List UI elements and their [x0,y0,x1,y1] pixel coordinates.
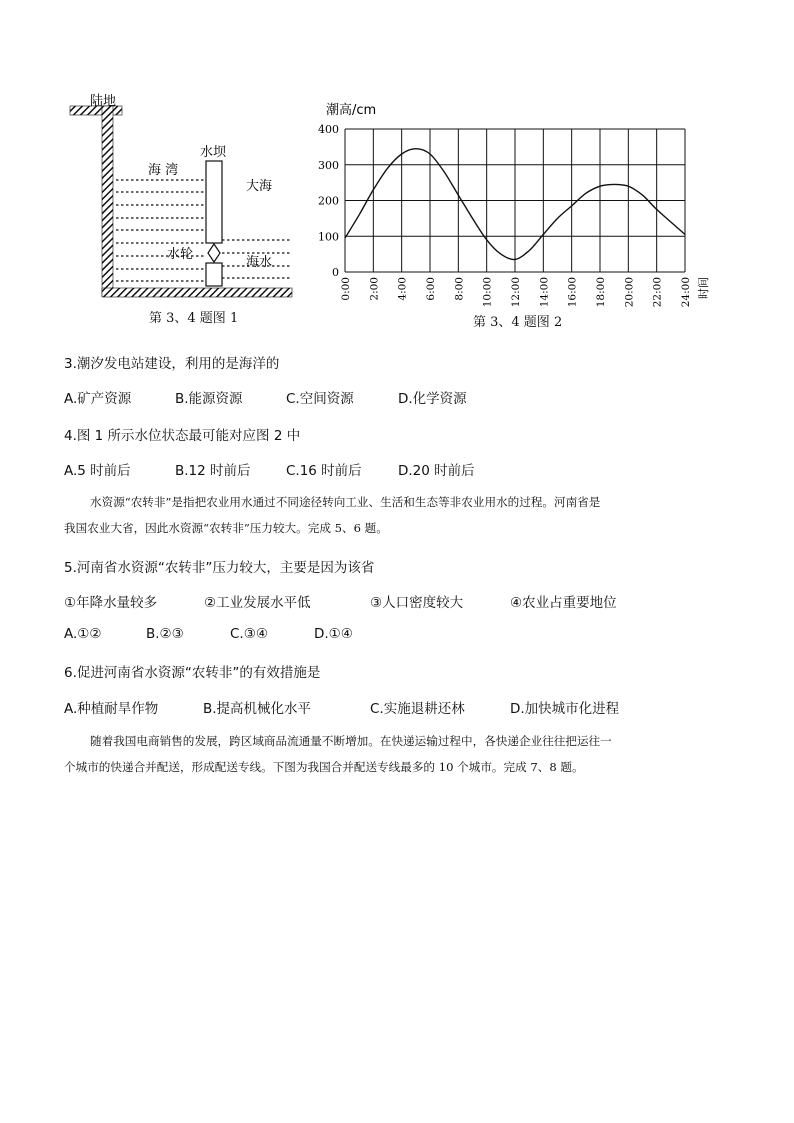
q3-option-d: D.化学资源 [398,391,467,407]
x-axis-label: 时间 [697,277,710,299]
q5-option-b: B.②③ [146,626,184,642]
sea-floor [102,288,292,297]
figure-1-caption: 第 3、4 题图 1 [149,311,239,326]
y-tick-label: 100 [318,230,339,244]
y-axis-label: 潮高/cm [326,103,377,118]
x-tick-label: 14:00 [538,277,551,308]
passage-2-line-1: 随着我国电商销售的发展，跨区域商品流通量不断增加。在快递运输过程中，各快递企业往往把运往一 [90,734,612,748]
q4-stem: 4.图 1 所示水位状态最可能对应图 2 中 [64,428,301,444]
q5-statement-3: ③人口密度较大 [370,595,464,611]
x-tick-label: 24:00 [680,277,692,308]
figure-1-tidal-dam-diagram [64,88,304,306]
x-tick-label: 12:00 [510,277,522,308]
passage-1-line-2: 我国农业大省，因此水资源“农转非”压力较大。完成 5、6 题。 [64,521,388,535]
y-tick-label: 0 [332,266,339,279]
q4-option-d: D.20 时前后 [398,463,475,479]
q3-option-b: B.能源资源 [175,391,243,407]
q5-statement-4: ④农业占重要地位 [510,595,617,611]
figure-2-caption: 第 3、4 题图 2 [473,315,563,330]
x-tick-label: 16:00 [566,277,579,308]
dam-lower [206,263,222,286]
q4-option-b: B.12 时前后 [175,463,251,479]
q3-option-c: C.空间资源 [286,391,354,407]
y-tick-label: 400 [318,123,339,136]
q5-option-d: D.①④ [314,626,353,642]
sea-label: 大海 [246,179,273,194]
q5-statement-2: ②工业发展水平低 [204,595,311,611]
q6-option-a: A.种植耐旱作物 [64,701,159,717]
passage-1-line-1: 水资源“农转非”是指把农业用水通过不同途径转向工业、生活和生态等非农业用水的过程。河南省是 [90,495,601,509]
x-tick-label: 20:00 [623,277,636,308]
bay-label: 海 湾 [148,163,179,178]
q6-stem: 6.促进河南省水资源“农转非”的有效措施是 [64,665,321,681]
q3-option-a: A.矿产资源 [64,391,132,407]
x-tick-label: 4:00 [396,277,409,301]
land-wall [102,106,113,296]
seawater-label: 海水 [246,255,273,270]
passage-2-line-2: 个城市的快递合并配送，形成配送专线。下图为我国合并配送专线最多的 10 个城市。完成 7、8 题。 [64,760,584,774]
q6-option-c: C.实施退耕还林 [370,701,465,717]
dam-label: 水坝 [200,145,227,160]
tide-chart-svg [314,96,724,332]
x-tick-label: 22:00 [651,277,664,308]
dam-upper [206,161,222,243]
passage-1 [64,489,712,541]
q4-option-c: C.16 时前后 [286,463,362,479]
land-label: 陆地 [90,94,117,109]
q3-stem: 3.潮汐发电站建设，利用的是海洋的 [64,356,280,372]
y-tick-label: 300 [318,158,339,172]
x-tick-label: 0:00 [340,277,352,301]
q6-option-d: D.加快城市化进程 [510,701,620,717]
passage-2 [64,728,712,780]
q5-stem: 5.河南省水资源“农转非”压力较大，主要是因为该省 [64,560,375,576]
q6-option-b: B.提高机械化水平 [203,701,312,717]
y-tick-label: 200 [318,194,339,208]
x-tick-label: 18:00 [595,277,607,308]
x-tick-label: 8:00 [453,277,466,301]
q5-option-c: C.③④ [230,626,268,642]
figure-1-svg [64,88,304,306]
q4-option-a: A.5 时前后 [64,463,131,479]
x-tick-label: 6:00 [425,277,437,301]
bay-water-lines [116,180,206,281]
x-tick-label: 2:00 [368,277,381,301]
x-tick-label: 10:00 [481,277,494,308]
turbine-icon [208,244,220,262]
q5-option-a: A.①② [64,626,102,642]
turbine-label: 水轮 [167,247,194,262]
q5-statement-1: ①年降水量较多 [64,595,158,611]
figure-2-tide-chart [314,96,724,332]
